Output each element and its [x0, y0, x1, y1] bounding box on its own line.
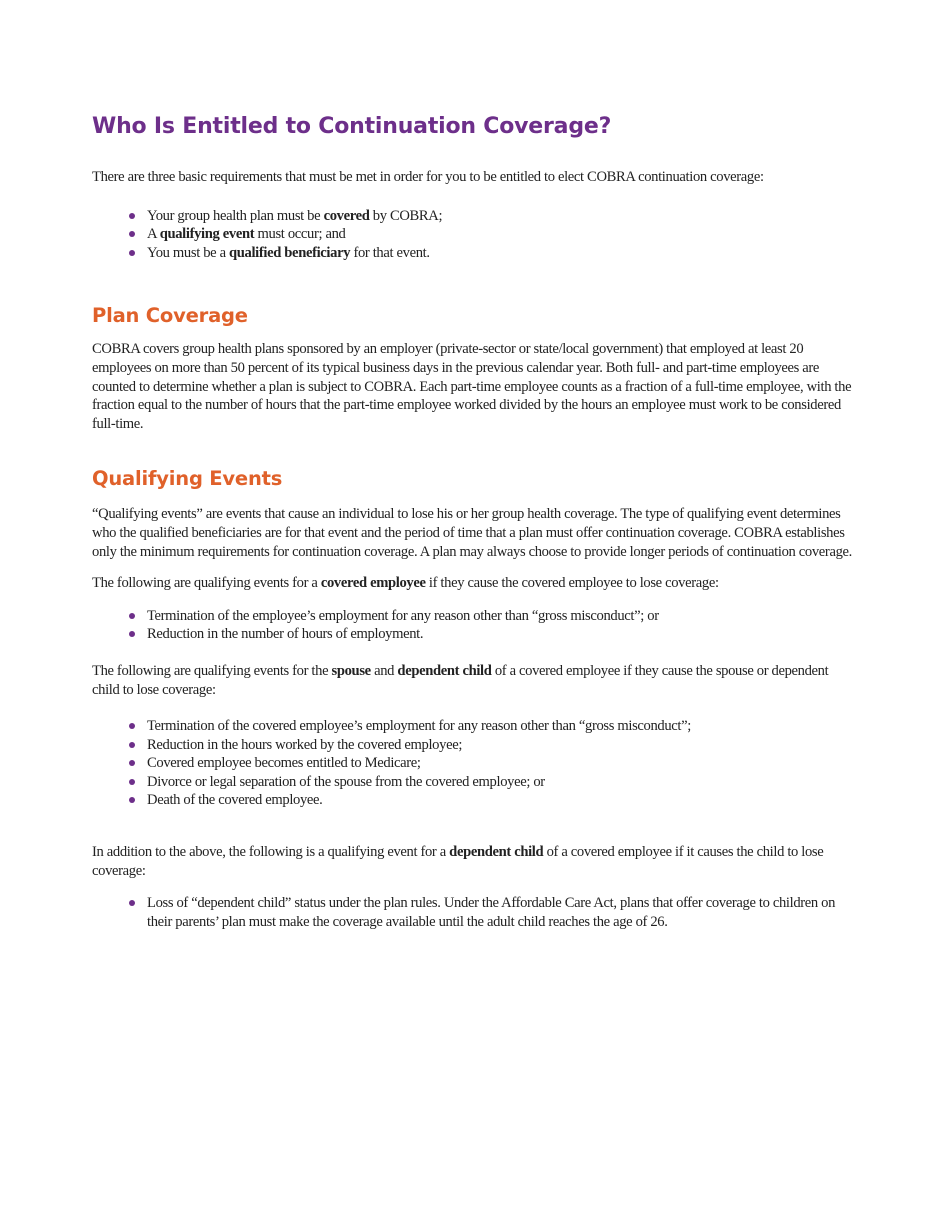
bullet-dot-icon	[129, 900, 135, 906]
qualifying-events-heading: Qualifying Events	[92, 467, 283, 491]
requirements-list	[92, 207, 858, 263]
covered-employee-events-list	[92, 607, 858, 644]
bullet-dot-icon	[129, 613, 135, 619]
list-item: Loss of “dependent child” status under the plan rules. Under the Affordable Care Act, plans that offer coverage to children on their parents’ plan must make the coverage available until the adult child reaches the age of 26.	[127, 894, 858, 931]
dependent-child-events-list	[92, 894, 858, 931]
list-item: Termination of the employee’s employment for any reason other than “gross misconduct”; or	[127, 607, 858, 626]
covered-employee-paragraph: The following are qualifying events for a covered employee if they cause the covered employee to lose coverage:	[92, 575, 719, 592]
bullet-dot-icon	[129, 213, 135, 219]
list-item: You must be a qualified beneficiary for that event.	[127, 244, 858, 263]
list-item: Reduction in the number of hours of employment.	[127, 625, 858, 644]
dependent-child-paragraph: In addition to the above, the following is a qualifying event for a dependent child of a covered employee if it causes the child to lose coverage:	[92, 844, 824, 879]
plan-coverage-heading: Plan Coverage	[92, 304, 248, 328]
spouse-child-events-list	[92, 717, 858, 810]
list-item: Divorce or legal separation of the spouse from the covered employee; or	[127, 773, 858, 792]
bullet-dot-icon	[129, 779, 135, 785]
list-item: Termination of the covered employee’s employment for any reason other than “gross misconduct”;	[127, 717, 858, 736]
bullet-dot-icon	[129, 760, 135, 766]
plan-coverage-paragraph: COBRA covers group health plans sponsored by an employer (private-sector or state/local government) that employed at least 20 employees on more than 50 percent of its typical business days in the previous calendar year. Both full- and part-time employees are counted to determine whether a plan is subject to COBRA. Each part-time employee counts as a fraction of a full-time employee, with the fraction equal to the number of hours that the part-time employee worked divided by the hours an employee must work to be considered full-time.	[92, 341, 852, 432]
intro-paragraph: There are three basic requirements that must be met in order for you to be entitled to elect COBRA continuation coverage:	[92, 169, 764, 185]
list-item: Covered employee becomes entitled to Medicare;	[127, 754, 858, 773]
bullet-dot-icon	[129, 250, 135, 256]
document-page	[92, 112, 858, 931]
list-item: A qualifying event must occur; and	[127, 225, 858, 244]
bullet-dot-icon	[129, 797, 135, 803]
list-item: Death of the covered employee.	[127, 791, 858, 810]
list-item: Your group health plan must be covered by COBRA;	[127, 207, 858, 226]
page-title: Who Is Entitled to Continuation Coverage?	[92, 114, 612, 139]
qualifying-events-intro: “Qualifying events” are events that cause an individual to lose his or her group health coverage. The type of qualifying event determines who the qualified beneficiaries are for that event and the period of time that a plan must offer continuation coverage. COBRA establishes only the minimum requirements for continuation coverage. A plan may always choose to provide longer periods of continuation coverage.	[92, 506, 852, 560]
bullet-dot-icon	[129, 742, 135, 748]
bullet-dot-icon	[129, 231, 135, 237]
spouse-child-paragraph: The following are qualifying events for the spouse and dependent child of a covered employee if they cause the spouse or dependent child to lose coverage:	[92, 662, 829, 698]
bullet-dot-icon	[129, 723, 135, 729]
bullet-dot-icon	[129, 631, 135, 637]
list-item: Reduction in the hours worked by the covered employee;	[127, 736, 858, 755]
